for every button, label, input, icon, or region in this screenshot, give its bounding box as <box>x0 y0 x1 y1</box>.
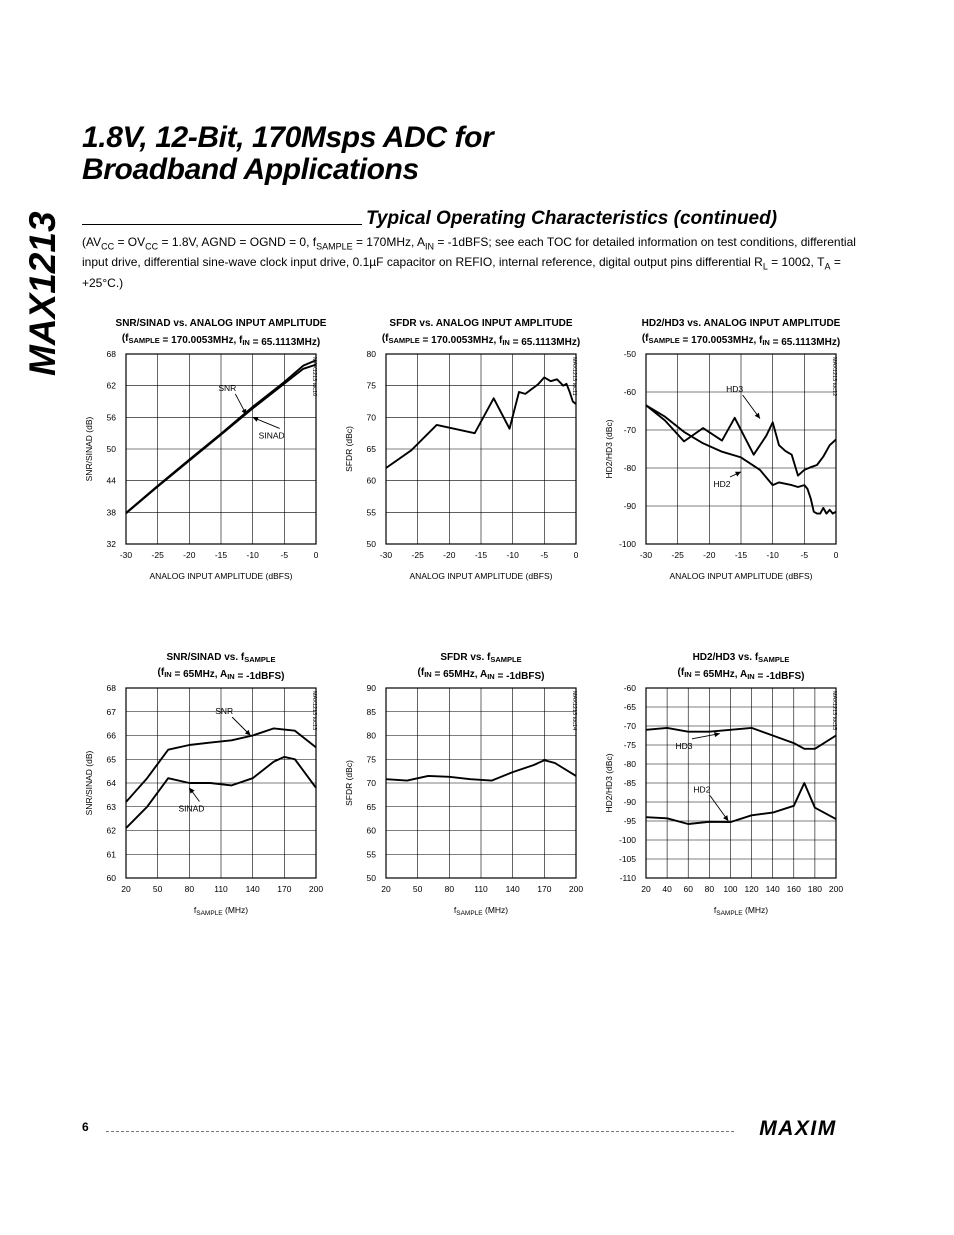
annotation-arrowhead <box>714 732 720 737</box>
maxim-logo <box>742 1116 854 1138</box>
x-axis-label: $f_{SAMPLE}$ (MHz) <box>193 905 249 917</box>
x-tick-label: 140 <box>505 884 520 894</box>
x-tick-label: -30 <box>119 550 133 560</box>
x-tick-label: 170 <box>537 884 552 894</box>
x-tick-label: 110 <box>474 884 488 894</box>
y-tick-label: 62 <box>106 825 116 836</box>
x-axis-label: $f_{SAMPLE}$ (MHz) <box>713 905 769 917</box>
annotation-label: SINAD <box>178 803 205 814</box>
y-tick-label: -50 <box>623 349 636 359</box>
y-tick-label: 55 <box>366 507 376 518</box>
x-tick-label: -5 <box>540 550 549 560</box>
chart-subtitle: ($f_{SAMPLE} = 170.0053MHz$, $f_{IN} = 65.1113MHz$) <box>121 333 321 348</box>
y-tick-label: 44 <box>106 475 116 486</box>
y-tick-label: -100 <box>618 539 636 549</box>
y-axis-label: SFDR (dBc) <box>344 760 354 806</box>
y-tick-label: 90 <box>366 683 376 693</box>
chart-sfdr-vs-fsample <box>342 646 602 918</box>
y-tick-label: 65 <box>106 754 116 765</box>
chart-hd2-hd3-vs-fsample <box>602 646 862 918</box>
toc-code: MAX1213 toc12 <box>831 357 837 397</box>
y-tick-label: 61 <box>106 849 116 860</box>
document-title <box>82 122 493 186</box>
y-tick-label: -90 <box>623 797 636 807</box>
x-tick-label: -15 <box>214 550 228 560</box>
y-tick-label: 64 <box>106 778 116 788</box>
section-rule <box>82 224 362 225</box>
y-axis-label: HD2/HD3 (dBc) <box>604 753 614 813</box>
x-tick-label: -10 <box>766 550 779 560</box>
x-tick-label: 80 <box>184 884 195 894</box>
x-axis-label: ANALOG INPUT AMPLITUDE (dBFS) <box>409 571 553 581</box>
x-tick-label: 20 <box>121 884 131 894</box>
y-axis-label: SFDR (dBc) <box>344 426 354 472</box>
test-conditions: ($AV_{CC} = OV_{CC} = 1.8V$, AGND = OGND = 0, $f_{SAMPLE} = 170MHz$, $A_{IN}$ = -1dBFS; see each TOC for detailed information on test conditions, differential input drive, differential sine-wave clock input drive, 0.1µF capacitor on REFIO, internal reference, digital output pins differential $R_L = 100\Omega$, $T_A = +25^\circ C$.) <box>82 235 856 290</box>
x-tick-label: -5 <box>800 550 809 560</box>
chart-title: SNR/SINAD vs. $f_{SAMPLE}$ <box>166 652 276 664</box>
x-tick-label: 0 <box>833 550 839 560</box>
y-tick-label: 65 <box>366 444 376 454</box>
part-number: MAX1213 <box>22 211 63 376</box>
y-tick-label: -105 <box>618 854 636 864</box>
y-tick-label: 75 <box>366 380 376 391</box>
toc-code: MAX1213 toc13 <box>311 691 317 731</box>
chart-title: HD2/HD3 vs. ANALOG INPUT AMPLITUDE <box>641 318 841 329</box>
x-tick-label: -10 <box>506 550 519 560</box>
y-tick-label: 62 <box>106 380 116 391</box>
y-tick-label: -100 <box>618 835 636 845</box>
y-tick-label: -80 <box>623 759 636 769</box>
x-axis-label: ANALOG INPUT AMPLITUDE (dBFS) <box>149 571 293 581</box>
y-tick-label: 60 <box>366 475 376 486</box>
title-line-1: 1.8V, 12-Bit, 170Msps ADC for <box>82 121 494 154</box>
x-tick-label: -25 <box>151 550 164 560</box>
x-tick-label: -15 <box>734 550 748 560</box>
y-tick-label: -85 <box>623 778 636 788</box>
x-tick-label: 40 <box>662 884 672 894</box>
x-tick-label: -25 <box>411 550 424 560</box>
y-tick-label: 75 <box>366 754 376 765</box>
x-tick-label: -15 <box>474 550 488 560</box>
y-axis-label: HD2/HD3 (dBc) <box>604 419 614 479</box>
x-tick-label: 60 <box>683 884 693 894</box>
toc-code: MAX1213 toc14 <box>571 691 577 731</box>
y-tick-label: 68 <box>106 683 116 693</box>
chart-title: HD2/HD3 vs. $f_{SAMPLE}$ <box>692 652 790 664</box>
x-tick-label: -10 <box>246 550 259 560</box>
x-tick-label: 140 <box>765 884 780 894</box>
x-tick-label: 80 <box>704 884 715 894</box>
x-tick-label: 200 <box>308 884 324 894</box>
x-tick-label: 20 <box>381 884 391 894</box>
chart-hd2-hd3-vs-amplitude <box>602 312 862 587</box>
y-tick-label: 65 <box>366 801 376 812</box>
y-tick-label: -110 <box>619 873 636 883</box>
chart-snr-sinad-vs-amplitude <box>82 312 342 587</box>
series-line-hd2 <box>646 783 836 824</box>
y-tick-label: 67 <box>106 706 116 717</box>
x-tick-label: 170 <box>277 884 292 894</box>
annotation-label: SNR <box>218 382 237 393</box>
annotation-arrowhead <box>723 815 728 821</box>
y-tick-label: -65 <box>623 702 636 712</box>
x-tick-label: 0 <box>573 550 579 560</box>
y-tick-label: 68 <box>106 349 116 359</box>
annotation-label: HD2 <box>713 479 731 489</box>
toc-code: MAX1213 toc11 <box>571 357 577 396</box>
chart-title: SNR/SINAD vs. ANALOG INPUT AMPLITUDE <box>115 318 327 329</box>
x-tick-label: 100 <box>723 884 738 894</box>
y-tick-label: -60 <box>623 387 636 397</box>
x-tick-label: -30 <box>639 550 653 560</box>
chart-subtitle: ($f_{SAMPLE} = 170.0053MHz$, $f_{IN} = 65.1113MHz$) <box>381 333 581 348</box>
y-tick-label: -70 <box>623 425 636 435</box>
x-tick-label: 140 <box>245 884 260 894</box>
x-tick-label: -5 <box>280 550 289 560</box>
y-tick-label: -90 <box>623 501 636 511</box>
chart-sfdr-vs-amplitude <box>342 312 602 587</box>
chart-subtitle: ($f_{IN} = 65MHz$, $A_{IN}$ = -1dBFS) <box>417 667 545 682</box>
toc-code: MAX1213 toc15 <box>831 691 837 731</box>
page-number: 6 <box>82 1120 89 1134</box>
x-tick-label: 160 <box>786 884 801 894</box>
y-tick-label: 70 <box>366 778 376 788</box>
y-tick-label: 50 <box>106 444 116 454</box>
y-tick-label: 80 <box>366 349 376 359</box>
x-tick-label: -20 <box>443 550 456 560</box>
chart-snr-sinad-vs-fsample <box>82 646 342 918</box>
x-axis-label: ANALOG INPUT AMPLITUDE (dBFS) <box>669 571 813 581</box>
annotation-label: SNR <box>215 706 234 717</box>
y-tick-label: 80 <box>366 730 376 741</box>
annotation-label: HD2 <box>693 784 711 795</box>
title-line-2: Broadband Applications <box>82 153 419 186</box>
y-tick-label: -70 <box>623 721 636 731</box>
chart-subtitle: ($f_{IN} = 65MHz$, $A_{IN}$ = -1dBFS) <box>157 667 285 682</box>
y-tick-label: -75 <box>623 740 636 750</box>
y-tick-label: 38 <box>106 507 116 518</box>
y-tick-label: 63 <box>106 801 116 812</box>
maxim-logo-text: MAXIM <box>759 1117 837 1138</box>
y-tick-label: 66 <box>106 730 116 741</box>
annotation-arrowhead <box>189 788 194 794</box>
x-tick-label: 120 <box>744 884 759 894</box>
toc-code: MAX1213 toc10 <box>311 357 317 397</box>
x-tick-label: 180 <box>807 884 822 894</box>
footer-rule <box>106 1131 734 1132</box>
annotation-label: SINAD <box>258 430 285 441</box>
x-tick-label: 50 <box>412 884 423 894</box>
y-tick-label: 70 <box>366 412 376 423</box>
y-tick-label: 50 <box>366 873 376 883</box>
chart-subtitle: ($f_{SAMPLE} = 170.0053MHz$, $f_{IN} = 65.1113MHz$) <box>641 333 841 348</box>
annotation-arrowhead <box>755 413 760 419</box>
x-tick-label: 80 <box>444 884 455 894</box>
x-tick-label: -30 <box>379 550 393 560</box>
x-tick-label: -20 <box>703 550 716 560</box>
x-tick-label: 200 <box>568 884 584 894</box>
y-axis-label: SNR/SINAD (dB) <box>84 416 94 482</box>
annotation-label: HD3 <box>675 740 693 751</box>
y-tick-label: 32 <box>106 539 116 549</box>
y-tick-label: -95 <box>623 816 636 826</box>
y-tick-label: -60 <box>623 683 636 693</box>
x-tick-label: 20 <box>641 884 651 894</box>
section-title: Typical Operating Characteristics (continued) <box>366 208 778 229</box>
chart-subtitle: ($f_{IN} = 65MHz$, $A_{IN}$ = -1dBFS) <box>677 667 805 682</box>
x-tick-label: 200 <box>828 884 844 894</box>
y-tick-label: 56 <box>106 412 116 423</box>
x-tick-label: 0 <box>313 550 319 560</box>
y-tick-label: 50 <box>366 539 376 549</box>
annotation-label: HD3 <box>726 384 744 394</box>
x-tick-label: -25 <box>671 550 684 560</box>
x-tick-label: 50 <box>152 884 163 894</box>
y-tick-label: 60 <box>366 825 376 836</box>
chart-title: SFDR vs. ANALOG INPUT AMPLITUDE <box>389 318 573 329</box>
x-tick-label: -20 <box>183 550 196 560</box>
x-axis-label: $f_{SAMPLE}$ (MHz) <box>453 905 509 917</box>
y-axis-label: SNR/SINAD (dB) <box>84 750 94 816</box>
y-tick-label: 60 <box>106 873 116 883</box>
y-tick-label: 55 <box>366 849 376 860</box>
chart-title: SFDR vs. $f_{SAMPLE}$ <box>440 652 522 664</box>
y-tick-label: -80 <box>623 463 636 473</box>
part-number-sidebar <box>18 211 68 376</box>
x-tick-label: 110 <box>214 884 228 894</box>
y-tick-label: 85 <box>366 706 376 717</box>
